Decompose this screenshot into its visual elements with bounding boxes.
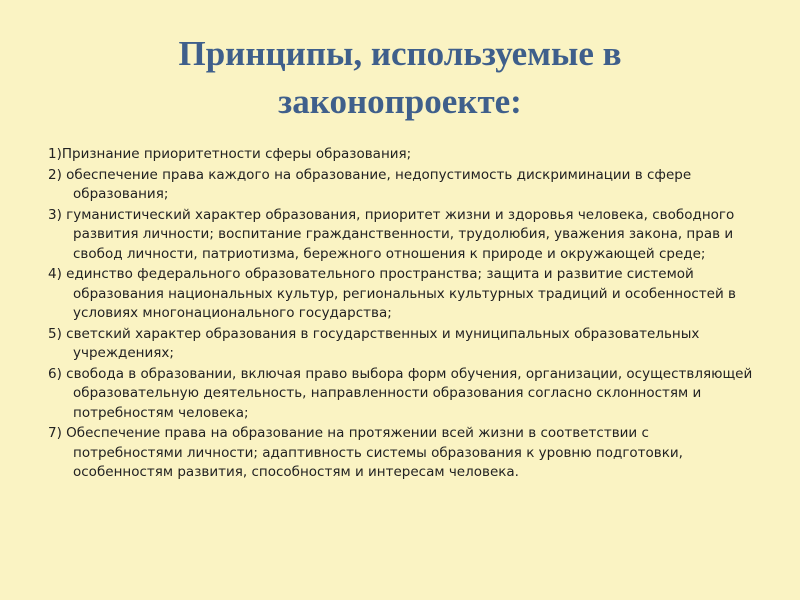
principle-item-3: 3) гуманистический характер образования, приоритет жизни и здоровья человека, свободного развития личности; воспитание гражданственности, трудолюбия, уважения закона, прав и свобод личности, патриотизма, бережного отношения к природе и окружающей среде;	[48, 206, 735, 262]
principles-list	[48, 145, 760, 484]
principle-item-2: 2) обеспечение права каждого на образование, недопустимость дискриминации в сфере образования;	[48, 166, 692, 202]
principle-item-7: 7) Обеспечение права на образование на протяжении всей жизни в соответствии с потребностями личности; адаптивность системы образования к уровню подготовки, особенностям развития, способностям и интересам человека.	[48, 425, 683, 480]
principle-item-5: 5) светский характер образования в государственных и муниципальных образовательных учреждениях;	[48, 325, 700, 361]
principle-item-4: 4) единство федерального образовательного пространства; защита и развитие системой образования национальных культур, региональных культурных традиций и особенностей в условиях многонационального государства;	[48, 266, 736, 321]
slide-title-line-1: Принципы, используемые в	[178, 34, 622, 73]
slide-title	[40, 30, 760, 126]
principle-item-1: 1)Признание приоритетности сферы образования;	[48, 146, 412, 162]
principle-item-6: 6) свобода в образовании, включая право выбора форм обучения, организации, осуществляющей образовательную деятельность, направленности образования согласно склонностям и потребностям человека;	[48, 365, 753, 421]
slide-title-line-2: законопроекте:	[278, 82, 522, 121]
